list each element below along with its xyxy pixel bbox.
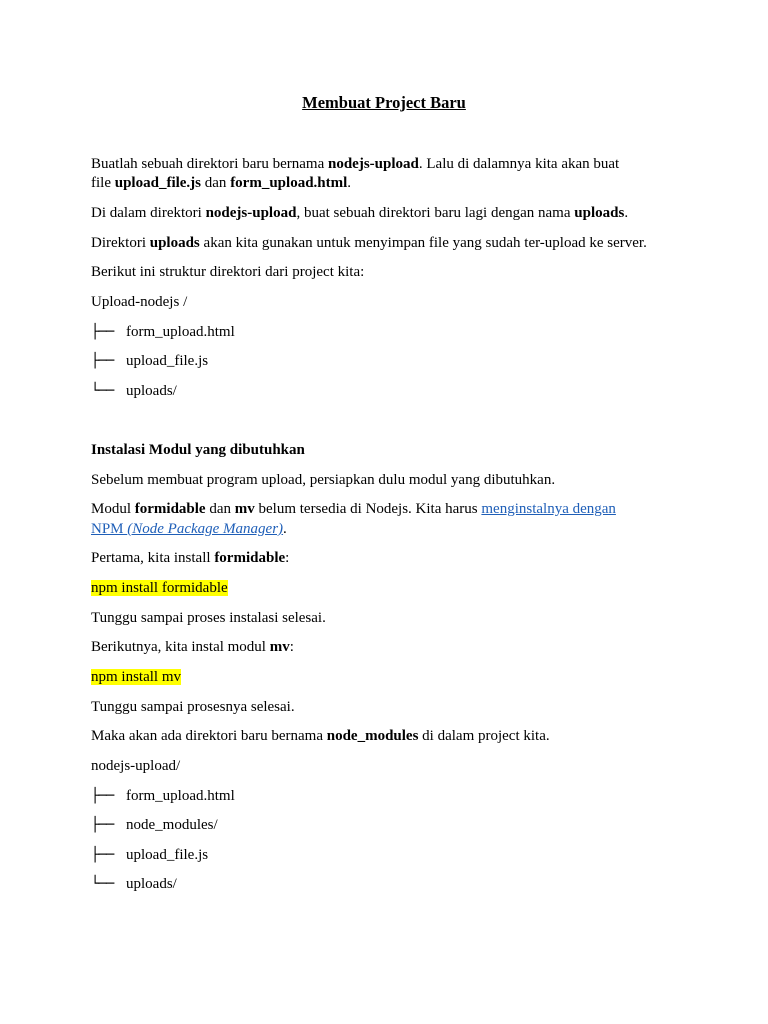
tree1-item: └── uploads/ (91, 383, 177, 399)
npm-link[interactable]: menginstalnya dengan (481, 501, 616, 517)
tree2-item: ├── upload_file.js (91, 847, 209, 863)
tree1-item: ├── form_upload.html (91, 324, 235, 340)
page-title: Membuat Project Baru (302, 93, 466, 112)
tree2-root: nodejs-upload/ (91, 758, 181, 774)
command-install-formidable: npm install formidable (91, 580, 228, 596)
paragraph-wait-process: Tunggu sampai prosesnya selesai. (91, 699, 295, 715)
paragraph-uploads-directory: Di dalam direktori nodejs-upload, buat sebuah direktori baru lagi dengan nama uploads. (91, 205, 629, 221)
section-heading-install: Instalasi Modul yang dibutuhkan (91, 442, 305, 458)
tree1-item: ├── upload_file.js (91, 353, 209, 369)
paragraph-modules-missing-cont: NPM (Node Package Manager). (91, 521, 287, 537)
paragraph-modules-missing: Modul formidable dan mv belum tersedia di Nodejs. Kita harus menginstalnya dengan (91, 501, 616, 517)
tree2-item: └── uploads/ (91, 876, 177, 892)
tree2-item: ├── node_modules/ (91, 817, 218, 833)
tree2-item: ├── form_upload.html (91, 788, 235, 804)
paragraph-prepare-modules: Sebelum membuat program upload, persiapkan dulu modul yang dibutuhkan. (91, 472, 556, 488)
paragraph-uploads-purpose: Direktori uploads akan kita gunakan untuk menyimpan file yang sudah ter-upload ke server. (91, 235, 647, 251)
npm-link-cont[interactable]: NPM (Node Package Manager) (91, 521, 284, 537)
paragraph-wait-install: Tunggu sampai proses instalasi selesai. (91, 610, 326, 626)
paragraph-structure-intro: Berikut ini struktur direktori dari project kita: (91, 264, 365, 280)
paragraph-install-formidable: Pertama, kita install formidable: (91, 550, 290, 566)
paragraph-create-directory: Buatlah sebuah direktori baru bernama nodejs-upload. Lalu di dalamnya kita akan buat (91, 156, 620, 172)
tree1-root: Upload-nodejs / (91, 294, 188, 310)
paragraph-install-mv: Berikutnya, kita instal modul mv: (91, 639, 294, 655)
command-install-mv: npm install mv (91, 669, 181, 685)
paragraph-node-modules: Maka akan ada direktori baru bernama node_modules di dalam project kita. (91, 728, 550, 744)
paragraph-create-directory-cont: file upload_file.js dan form_upload.html. (91, 175, 352, 191)
